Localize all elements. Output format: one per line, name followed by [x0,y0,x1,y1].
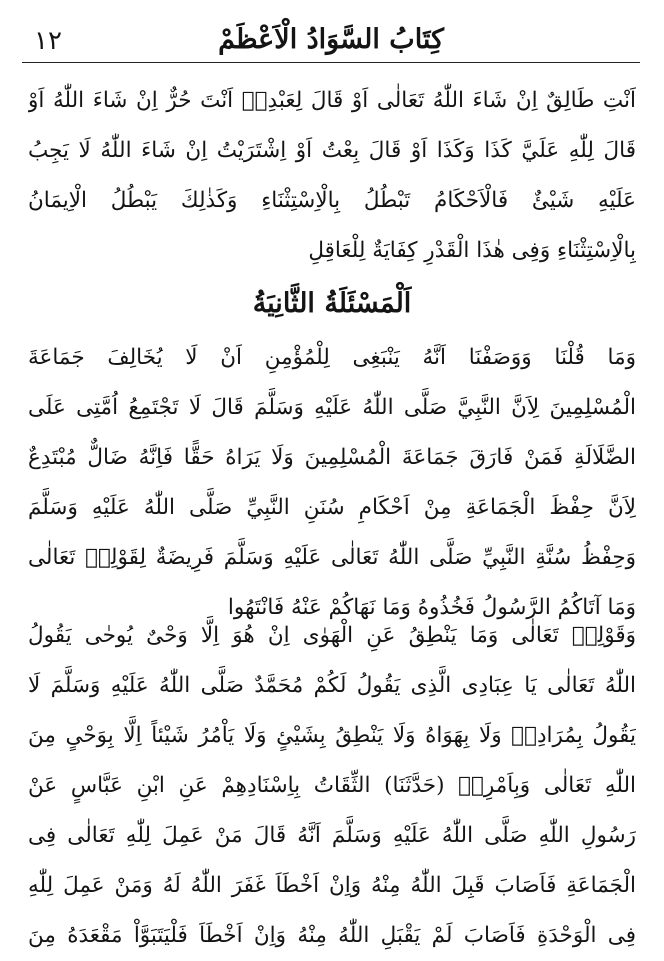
section-heading: اَلْمَسْئَلَةُ الثَّانِيَةُ [252,288,412,319]
book-title: كِتَابُ السَّوَادُ الْاَعْظَمْ [218,24,444,55]
text-line: وَقَوْلِهٖ تَعَالٰى وَمَا يَنْطِقُ عَنِ الْهَوٰى اِنْ هُوَ اِلَّا وَحْىٌ يُوحٰى يَقُولُ [28,623,636,648]
text-line: اَنْتِ طَالِقٌ اِنْ شَاءَ اللّٰهُ تَعَالٰى اَوْ قَالَ لِعَبْدِهٖ اَنْتَ حُرٌّ اِنْ شَاءَ اللّٰهُ اَوْ [28,88,636,113]
text-line: لِاَنَّ حِفْظَ الْجَمَاعَةِ مِنْ اَحْكَامِ سُنَنِ النَّبِيِّ صَلَّى اللّٰهُ عَلَيْهِ وَسَلَّمَ [28,495,636,520]
text-line: الضَّلَالَةِ فَمَنْ فَارَقَ جَمَاعَةَ الْمُسْلِمِينَ وَلَا يَرَاهُ حَقًّا فَاِنَّهُ ضَالٌّ مُبْتَدِعٌ [28,445,636,470]
text-line: اللّٰهُ تَعَالٰى يَا عِبَادِى الَّذِى يَقُولُ لَكُمْ مُحَمَّدٌ صَلَّى اللّٰهُ عَلَيْهِ وَسَلَّمَ لَا [28,673,636,698]
text-line: الْمُسْلِمِينَ لِاَنَّ النَّبِيَّ صَلَّى اللّٰهُ عَلَيْهِ وَسَلَّمَ قَالَ لَا تَجْتَمِعُ اُمَّتِى عَلَى [28,395,636,420]
text-line: الْجَمَاعَةِ فَاَصَابَ قَبِلَ اللّٰهُ مِنْهُ وَاِنْ اَخْطَاَ غَفَرَ اللّٰهُ لَهُ وَمَنْ عَمِلَ لِلّٰهِ [28,873,636,898]
text-line: وَحِفْظُ سُنَّةِ النَّبِيِّ صَلَّى اللّٰهُ تَعَالٰى عَلَيْهِ وَسَلَّمَ فَرِيضَةٌ لِقَوْلِهٖ تَعَالٰى [28,545,636,570]
text-line: رَسُولِ اللّٰهِ صَلَّى اللّٰهُ عَلَيْهِ وَسَلَّمَ اَنَّهُ قَالَ مَنْ عَمِلَ لِلّٰهِ تَعَالٰى فِى [28,823,636,848]
text-line: اللّٰهِ تَعَالٰى وَبِاَمْرِهٖ (حَدَّثَنَا) الثِّقَاتُ بِاِسْنَادِهِمْ عَنِ ابْنِ عَبَّاسٍ عَنْ [28,773,636,798]
text-line: بِالْاِسْتِثْنَاءِ وَفِى هٰذَا الْقَدْرِ كِفَايَةٌ لِلْعَاقِلِ [308,238,636,263]
text-line: وَمَا آتَاكُمُ الرَّسُولُ فَخُذُوهُ وَمَا نَهَاكُمْ عَنْهُ فَانْتَهُوا [227,595,636,620]
text-line: عَلَيْهِ شَيْئٌ فَالْاَحْكَامُ تَبْطُلُ بِالْاِسْتِثْنَاءِ وَكَذٰلِكَ يَبْطُلُ الْاِيمَانُ [28,188,636,213]
paragraph-1 [28,76,636,276]
text-line: يَقُولُ بِمُرَادِهٖ وَلَا بِهَوَاهُ وَلَا يَنْطِقُ بِشَيْئٍ وَلَا يَاْمُرُ شَيْئاً اِلَّا بِوَحْىٍ مِنَ [28,723,636,748]
paragraph-2 [28,333,636,633]
paragraph-3 [28,611,636,961]
running-header [22,20,640,63]
text-line: قَالَ لِلّٰهِ عَلَيَّ كَذَا وَكَذَا اَوْ قَالَ بِعْتُ اَوْ اِشْتَرَيْتُ اِنْ شَاءَ اللّٰهُ لَا يَجِبُ [28,138,636,163]
page-number: ١٢ [34,26,62,56]
text-line: وَمَا قُلْنَا وَوَصَفْنَا اَنَّهُ يَنْبَغِى لِلْمُؤْمِنِ اَنْ لَا يُخَالِفَ جَمَاعَةَ [28,345,636,370]
text-line: فِى الْوَحْدَةِ فَاَصَابَ لَمْ يَقْبَلِ اللّٰهُ مِنْهُ وَاِنْ اَخْطَاَ فَلْيَتَبَوَّاْ مَقْعَدَهُ مِنَ [28,923,636,948]
